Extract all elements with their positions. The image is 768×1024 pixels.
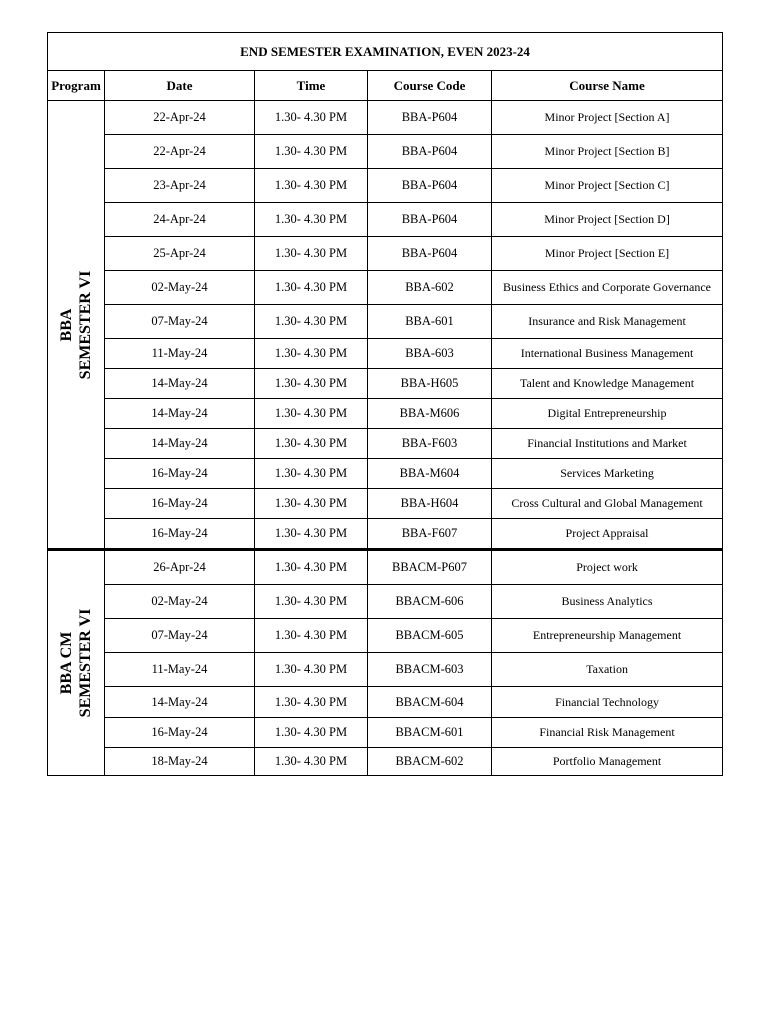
course-code-cell: BBACM-606 bbox=[368, 585, 492, 619]
time-cell: 1.30- 4.30 PM bbox=[255, 619, 368, 653]
table-row bbox=[48, 399, 723, 429]
date-cell: 02-May-24 bbox=[105, 585, 255, 619]
program-cell-bba-cm bbox=[48, 550, 105, 776]
course-name-cell: Digital Entrepreneurship bbox=[492, 399, 723, 429]
date-cell: 07-May-24 bbox=[105, 619, 255, 653]
course-code-cell: BBA-P604 bbox=[368, 135, 492, 169]
course-code-cell: BBA-P604 bbox=[368, 169, 492, 203]
course-code-cell: BBA-F607 bbox=[368, 519, 492, 550]
course-code-cell: BBA-P604 bbox=[368, 237, 492, 271]
header-course-name: Course Name bbox=[492, 71, 723, 101]
date-cell: 14-May-24 bbox=[105, 429, 255, 459]
date-cell: 14-May-24 bbox=[105, 687, 255, 718]
table-row bbox=[48, 135, 723, 169]
table-row bbox=[48, 550, 723, 585]
course-code-cell: BBACM-604 bbox=[368, 687, 492, 718]
course-name-cell: Insurance and Risk Management bbox=[492, 305, 723, 339]
course-code-cell: BBA-M606 bbox=[368, 399, 492, 429]
course-code-cell: BBA-F603 bbox=[368, 429, 492, 459]
course-name-cell: Minor Project [Section C] bbox=[492, 169, 723, 203]
date-cell: 11-May-24 bbox=[105, 339, 255, 369]
course-name-cell: Minor Project [Section E] bbox=[492, 237, 723, 271]
date-cell: 25-Apr-24 bbox=[105, 237, 255, 271]
date-cell: 22-Apr-24 bbox=[105, 101, 255, 135]
date-cell: 07-May-24 bbox=[105, 305, 255, 339]
time-cell: 1.30- 4.30 PM bbox=[255, 305, 368, 339]
date-cell: 18-May-24 bbox=[105, 748, 255, 776]
time-cell: 1.30- 4.30 PM bbox=[255, 748, 368, 776]
table-row bbox=[48, 748, 723, 776]
date-cell: 24-Apr-24 bbox=[105, 203, 255, 237]
table-row bbox=[48, 519, 723, 550]
program-label bbox=[57, 270, 95, 379]
time-cell: 1.30- 4.30 PM bbox=[255, 271, 368, 305]
course-code-cell: BBACM-605 bbox=[368, 619, 492, 653]
course-code-cell: BBA-P604 bbox=[368, 203, 492, 237]
course-code-cell: BBA-M604 bbox=[368, 459, 492, 489]
time-cell: 1.30- 4.30 PM bbox=[255, 519, 368, 550]
course-name-cell: Financial Technology bbox=[492, 687, 723, 718]
course-name-cell: Minor Project [Section D] bbox=[492, 203, 723, 237]
course-code-cell: BBA-601 bbox=[368, 305, 492, 339]
time-cell: 1.30- 4.30 PM bbox=[255, 101, 368, 135]
course-code-cell: BBACM-601 bbox=[368, 718, 492, 748]
table-row bbox=[48, 429, 723, 459]
table-row bbox=[48, 718, 723, 748]
table-row bbox=[48, 169, 723, 203]
course-name-cell: Entrepreneurship Management bbox=[492, 619, 723, 653]
table-row bbox=[48, 687, 723, 718]
date-cell: 16-May-24 bbox=[105, 519, 255, 550]
course-name-cell: Project Appraisal bbox=[492, 519, 723, 550]
table-row bbox=[48, 101, 723, 135]
date-cell: 22-Apr-24 bbox=[105, 135, 255, 169]
date-cell: 14-May-24 bbox=[105, 399, 255, 429]
course-name-cell: Portfolio Management bbox=[492, 748, 723, 776]
header-row bbox=[48, 71, 723, 101]
time-cell: 1.30- 4.30 PM bbox=[255, 169, 368, 203]
time-cell: 1.30- 4.30 PM bbox=[255, 585, 368, 619]
program-label bbox=[57, 609, 95, 718]
course-code-cell: BBACM-P607 bbox=[368, 550, 492, 585]
table-row bbox=[48, 271, 723, 305]
date-cell: 11-May-24 bbox=[105, 653, 255, 687]
course-name-cell: Taxation bbox=[492, 653, 723, 687]
course-name-cell: Financial Risk Management bbox=[492, 718, 723, 748]
table-row bbox=[48, 653, 723, 687]
header-time: Time bbox=[255, 71, 368, 101]
date-cell: 16-May-24 bbox=[105, 489, 255, 519]
date-cell: 14-May-24 bbox=[105, 369, 255, 399]
course-code-cell: BBACM-602 bbox=[368, 748, 492, 776]
table-row bbox=[48, 489, 723, 519]
course-code-cell: BBA-P604 bbox=[368, 101, 492, 135]
course-name-cell: Services Marketing bbox=[492, 459, 723, 489]
date-cell: 02-May-24 bbox=[105, 271, 255, 305]
date-cell: 16-May-24 bbox=[105, 718, 255, 748]
header-date: Date bbox=[105, 71, 255, 101]
course-name-cell: Minor Project [Section A] bbox=[492, 101, 723, 135]
time-cell: 1.30- 4.30 PM bbox=[255, 339, 368, 369]
header-program: Program bbox=[48, 71, 105, 101]
time-cell: 1.30- 4.30 PM bbox=[255, 369, 368, 399]
course-name-cell: International Business Management bbox=[492, 339, 723, 369]
time-cell: 1.30- 4.30 PM bbox=[255, 203, 368, 237]
time-cell: 1.30- 4.30 PM bbox=[255, 429, 368, 459]
course-name-cell: Cross Cultural and Global Management bbox=[492, 489, 723, 519]
time-cell: 1.30- 4.30 PM bbox=[255, 653, 368, 687]
table-row bbox=[48, 585, 723, 619]
table-row bbox=[48, 369, 723, 399]
exam-schedule-table bbox=[47, 32, 723, 776]
table-row bbox=[48, 339, 723, 369]
time-cell: 1.30- 4.30 PM bbox=[255, 237, 368, 271]
header-course-code: Course Code bbox=[368, 71, 492, 101]
course-name-cell: Talent and Knowledge Management bbox=[492, 369, 723, 399]
date-cell: 16-May-24 bbox=[105, 459, 255, 489]
course-name-cell: Financial Institutions and Market bbox=[492, 429, 723, 459]
table-title: END SEMESTER EXAMINATION, EVEN 2023-24 bbox=[48, 33, 723, 71]
time-cell: 1.30- 4.30 PM bbox=[255, 550, 368, 585]
course-code-cell: BBA-602 bbox=[368, 271, 492, 305]
table-row bbox=[48, 459, 723, 489]
program-semester: SEMESTER VI bbox=[77, 270, 94, 379]
time-cell: 1.30- 4.30 PM bbox=[255, 687, 368, 718]
date-cell: 26-Apr-24 bbox=[105, 550, 255, 585]
program-name: BBA bbox=[58, 308, 75, 341]
course-name-cell: Project work bbox=[492, 550, 723, 585]
course-code-cell: BBA-H604 bbox=[368, 489, 492, 519]
table-row bbox=[48, 305, 723, 339]
program-cell-bba bbox=[48, 101, 105, 550]
time-cell: 1.30- 4.30 PM bbox=[255, 489, 368, 519]
time-cell: 1.30- 4.30 PM bbox=[255, 135, 368, 169]
table-row bbox=[48, 203, 723, 237]
table-row bbox=[48, 237, 723, 271]
date-cell: 23-Apr-24 bbox=[105, 169, 255, 203]
course-code-cell: BBA-H605 bbox=[368, 369, 492, 399]
course-name-cell: Business Ethics and Corporate Governance bbox=[492, 271, 723, 305]
program-name: BBA CM bbox=[58, 631, 75, 695]
table-row bbox=[48, 619, 723, 653]
time-cell: 1.30- 4.30 PM bbox=[255, 718, 368, 748]
course-code-cell: BBA-603 bbox=[368, 339, 492, 369]
program-semester: SEMESTER VI bbox=[77, 608, 94, 718]
course-name-cell: Minor Project [Section B] bbox=[492, 135, 723, 169]
course-name-cell: Business Analytics bbox=[492, 585, 723, 619]
course-code-cell: BBACM-603 bbox=[368, 653, 492, 687]
time-cell: 1.30- 4.30 PM bbox=[255, 399, 368, 429]
time-cell: 1.30- 4.30 PM bbox=[255, 459, 368, 489]
